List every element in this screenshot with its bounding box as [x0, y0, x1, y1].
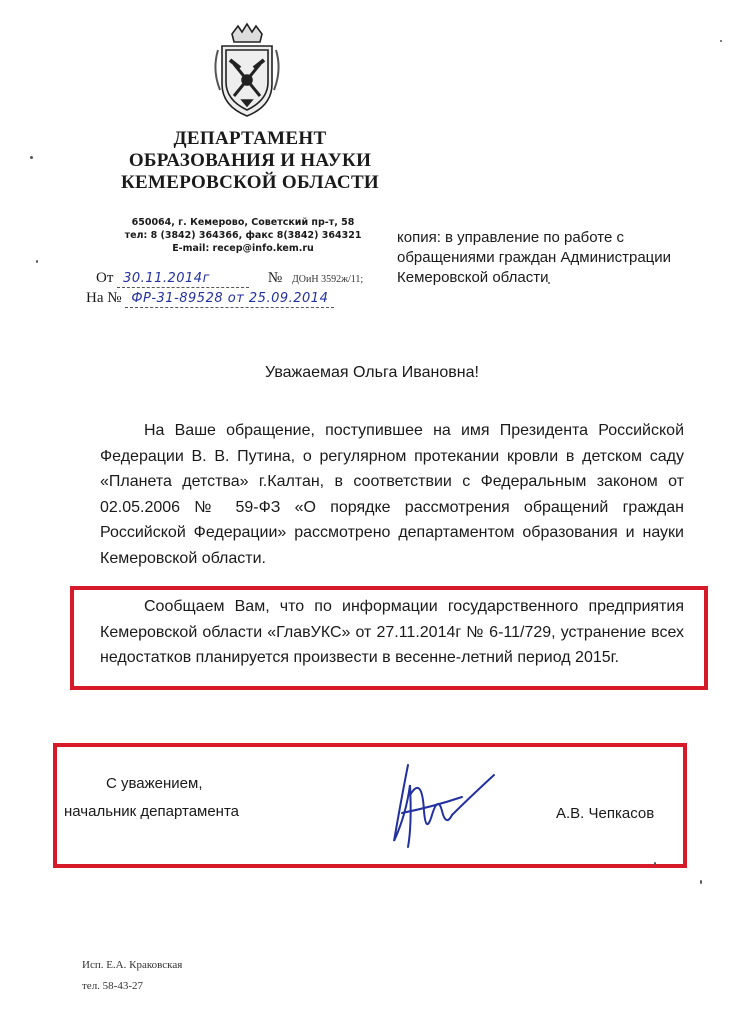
on-label: На № [86, 290, 122, 306]
incoming-number: ФР-31-89528 от 25.09.2014 [125, 291, 334, 308]
reference-from-line [96, 270, 363, 288]
title-line: ОБРАЗОВАНИЯ И НАУКИ [128, 150, 372, 171]
closing-text: С уважением, [106, 775, 203, 792]
from-label: От [96, 270, 114, 286]
from-date: 30.11.2014г [117, 271, 249, 288]
address-line: E-mail: recep@info.kem.ru [172, 243, 314, 254]
title-line: КЕМЕРОВСКОЙ ОБЛАСТИ [120, 172, 379, 193]
response-highlight-box [70, 586, 708, 690]
paragraph-appeal: На Ваше обращение, поступившее на имя Президента Российской Федерации В. В. Путина, о регулярном протекании кровли в детском саду «Планета детства» г.Калтан, в соответствии с Федеральным законом от 02.05.2006 № 59-ФЗ «О порядке рассмотрения обращений граждан Российской Федерации» рассмотрено департаментом образования и науки Кемеровской области. [100, 422, 684, 567]
registration-number: ДОиН 3592ж/11; [291, 274, 364, 285]
executor-phone: тел. 58-43-27 [82, 980, 144, 992]
handwritten-signature [372, 755, 502, 855]
number-sign: № [267, 270, 283, 286]
title-line: ДЕПАРТАМЕНТ [173, 128, 327, 149]
reference-on-line [86, 290, 334, 308]
position-text: начальник департамента [64, 803, 240, 820]
department-title [100, 128, 400, 194]
greeting: Уважаемая Ольга Ивановна! [265, 364, 479, 381]
department-address [108, 216, 378, 255]
address-line: 650064, г. Кемерово, Советский пр-т, 58 [131, 217, 355, 228]
address-line: тел: 8 (3842) 364366, факс 8(3842) 364321 [124, 230, 362, 241]
signatory-name: А.В. Чепкасов [556, 805, 655, 822]
paragraph-response: Сообщаем Вам, что по информации государственного предприятия Кемеровской области «ГлавУКС» от 27.11.2014г № 6-11/729, устранение всех недостатков планируется произвести в весенне-летний период 2015г. [100, 598, 684, 666]
signature-closing [64, 770, 284, 826]
executor-info [82, 955, 182, 997]
coat-of-arms-icon [212, 20, 282, 120]
copy-note: копия: в управление по работе с обращениями граждан Администрации Кемеровской области [397, 229, 672, 286]
executor-name: Исп. Е.А. Краковская [82, 959, 183, 971]
